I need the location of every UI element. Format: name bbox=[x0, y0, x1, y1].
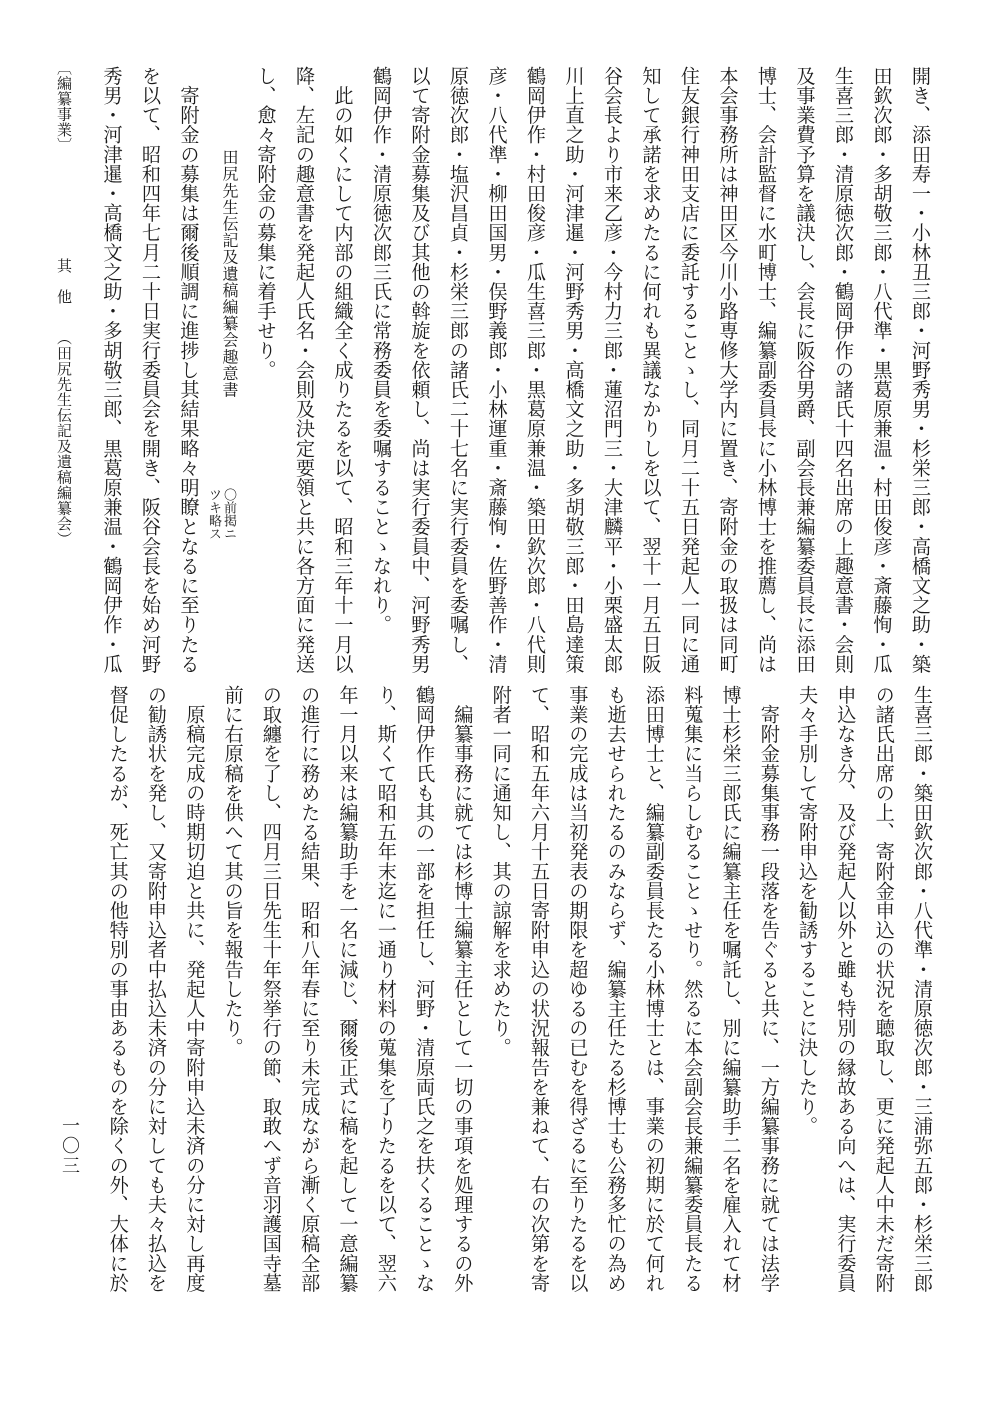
running-head-section: 〔編纂事業〕 bbox=[55, 60, 73, 153]
upper-line: 開き、添田寿一・小林丑三郎・河野秀男・杉栄三郎・高橋文之助・築 bbox=[909, 66, 932, 674]
upper-line: 生喜三郎・清原徳次郎・鶴岡伊作の諸氏十四名出席の上趣意書・会則 bbox=[832, 66, 855, 674]
lower-line: 附者一同に通知し、其の諒解を求めたり。 bbox=[489, 685, 513, 1058]
upper-line: を以て、昭和四年七月二十日実行委員会を開き、阪谷会長を始め河野 bbox=[139, 66, 162, 674]
lower-line: て、昭和五年六月十五日寄附申込の状況報告を兼ねて、右の次第を寄 bbox=[528, 685, 551, 1293]
lower-line: 編纂事務に就ては杉博士編纂主任として一切の事項を処理するの外 bbox=[451, 685, 475, 1293]
lower-line: り、斯くて昭和五年末迄に一通り材料の蒐集を了りたるを以て、翌六 bbox=[374, 685, 398, 1293]
running-head-sub: 其 他 bbox=[55, 258, 73, 305]
lower-line: の取纏を了し、四月三日先生十年祭挙行の節、取敢へず音羽護国寺墓 bbox=[259, 685, 283, 1293]
upper-line: 此の如くにして内部の組織全く成りたるを以て、昭和三年十一月以 bbox=[331, 66, 355, 674]
lower-line: の諸氏出席の上、寄附金申込の状況を聴取し、更に発起人中未だ寄附 bbox=[872, 685, 896, 1293]
lower-line: の進行に務めたる結果、昭和八年春に至り未完成ながら漸く原稿全部 bbox=[298, 685, 322, 1293]
upper-line: 秀男・河津暹・高橋文之助・多胡敬三郎、黒葛原兼温・鶴岡伊作・瓜 bbox=[100, 66, 124, 674]
lower-line: 督促したるが、死亡其の他特別の事由あるものを除くの外、大体に於 bbox=[106, 685, 130, 1293]
upper-line: 田欽次郎・多胡敬三郎・八代準・黒葛原兼温・村田俊彦・斎藤恂・瓜 bbox=[870, 66, 894, 674]
lower-line: 鶴岡伊作氏も其の一部を担任し、河野・清原両氏之を扶くることゝな bbox=[413, 685, 437, 1293]
lower-line: 事業の完成は当初発表の期限を超ゆるの已むを得ざるに至りたるを以 bbox=[566, 685, 590, 1293]
upper-line: し、愈々寄附金の募集に着手せり。 bbox=[254, 66, 278, 380]
lower-line: 料蒐集に当らしむることゝせり。然るに本会副会長兼編纂委員長たる bbox=[681, 685, 705, 1293]
upper-line: 鶴岡伊作・村田俊彦・瓜生喜三郎・黒葛原兼温・築田欽次郎・八代則 bbox=[524, 66, 547, 674]
page-number: 一〇三 bbox=[59, 1116, 80, 1176]
heading-note-line: 〇前掲ニ bbox=[221, 488, 236, 540]
lower-line: の勧誘状を発し、又寄附申込者中払込未済の分に対しても夫々払込を bbox=[145, 685, 168, 1293]
lower-line: も逝去せられたるのみならず、編纂主任たる杉博士も公務多忙の為め bbox=[604, 685, 628, 1293]
upper-line: 彦・八代準・柳田国男・俣野義郎・小林運重・斎藤恂・佐野善作・清 bbox=[485, 66, 509, 674]
lower-line: 博士杉栄三郎氏に編纂主任を嘱託し、別に編纂助手二名を雇入れて材 bbox=[719, 685, 743, 1293]
upper-line: 鶴岡伊作・清原徳次郎三氏に常務委員を委嘱することゝなれり。 bbox=[370, 66, 393, 635]
upper-line: 谷会長より市来乙彦・今村力三郎・蓮沼門三・大津麟平・小栗盛太郎 bbox=[601, 66, 624, 674]
lower-line: 夫々手別して寄附申込を勧誘することに決したり。 bbox=[796, 685, 820, 1136]
lower-line: 申込なき分、及び発起人以外と雖も特別の縁故ある向へは、実行委員 bbox=[834, 685, 858, 1293]
upper-line: 住友銀行神田支店に委託することゝし、同月二十五日発起人一同に通 bbox=[678, 66, 701, 674]
running-head-title: （田尻先生伝記及遺稿編纂会） bbox=[55, 330, 73, 547]
upper-line: 及事業費予算を議決し、会長に阪谷男爵、副会長兼編纂委員長に添田 bbox=[793, 66, 817, 674]
lower-line: 原稿完成の時期切迫と共に、発起人中寄附申込未済の分に対し再度 bbox=[183, 685, 207, 1293]
upper-line: 降、左記の趣意書を発起人氏名・会則及決定要領と共に各方面に発送 bbox=[293, 66, 316, 674]
lower-line: 寄附金募集事務一段落を告ぐると共に、一方編纂事務に就ては法学 bbox=[757, 685, 781, 1293]
upper-line: 原徳次郎・塩沢昌貞・杉栄三郎の諸氏二十七名に実行委員を委嘱し、 bbox=[447, 66, 470, 674]
heading-note-line: ツキ略ス bbox=[206, 488, 221, 540]
lower-line: 添田博士と、編纂副委員長たる小林博士とは、事業の初期に於て何れ bbox=[642, 685, 666, 1293]
upper-line: 川上直之助・河津暹・河野秀男・高橋文之助・多胡敬三郎・田島達策 bbox=[562, 66, 586, 674]
lower-line: 年一月以来は編纂助手を一名に減じ、爾後正式に稿を起して一意編纂 bbox=[336, 685, 360, 1293]
lower-line: 前に右原稿を供へて其の旨を報告したり。 bbox=[221, 685, 245, 1058]
upper-line: 田尻先生伝記及遺稿編纂会趣意書 bbox=[220, 66, 239, 398]
upper-line: 寄附金の募集は爾後順調に進捗し其結果略々明瞭となるに至りたる bbox=[177, 66, 201, 674]
upper-line: 以て寄附金募集及び其他の斡旋を依頼し、尚は実行委員中、河野秀男 bbox=[408, 66, 432, 674]
upper-line: 知して承諾を求めたるに何れも異議なかりしを以て、翌十一月五日阪 bbox=[639, 66, 663, 674]
upper-line: 博士、会計監督に水町博士、編纂副委員長に小林博士を推薦し、尚は bbox=[755, 66, 778, 674]
upper-line: 本会事務所は神田区今川小路専修大学内に置き、寄附金の取扱は同町 bbox=[716, 66, 740, 674]
lower-line: 生喜三郎・築田欽次郎・八代準・清原徳次郎・三浦弥五郎・杉栄三郎 bbox=[911, 685, 934, 1293]
